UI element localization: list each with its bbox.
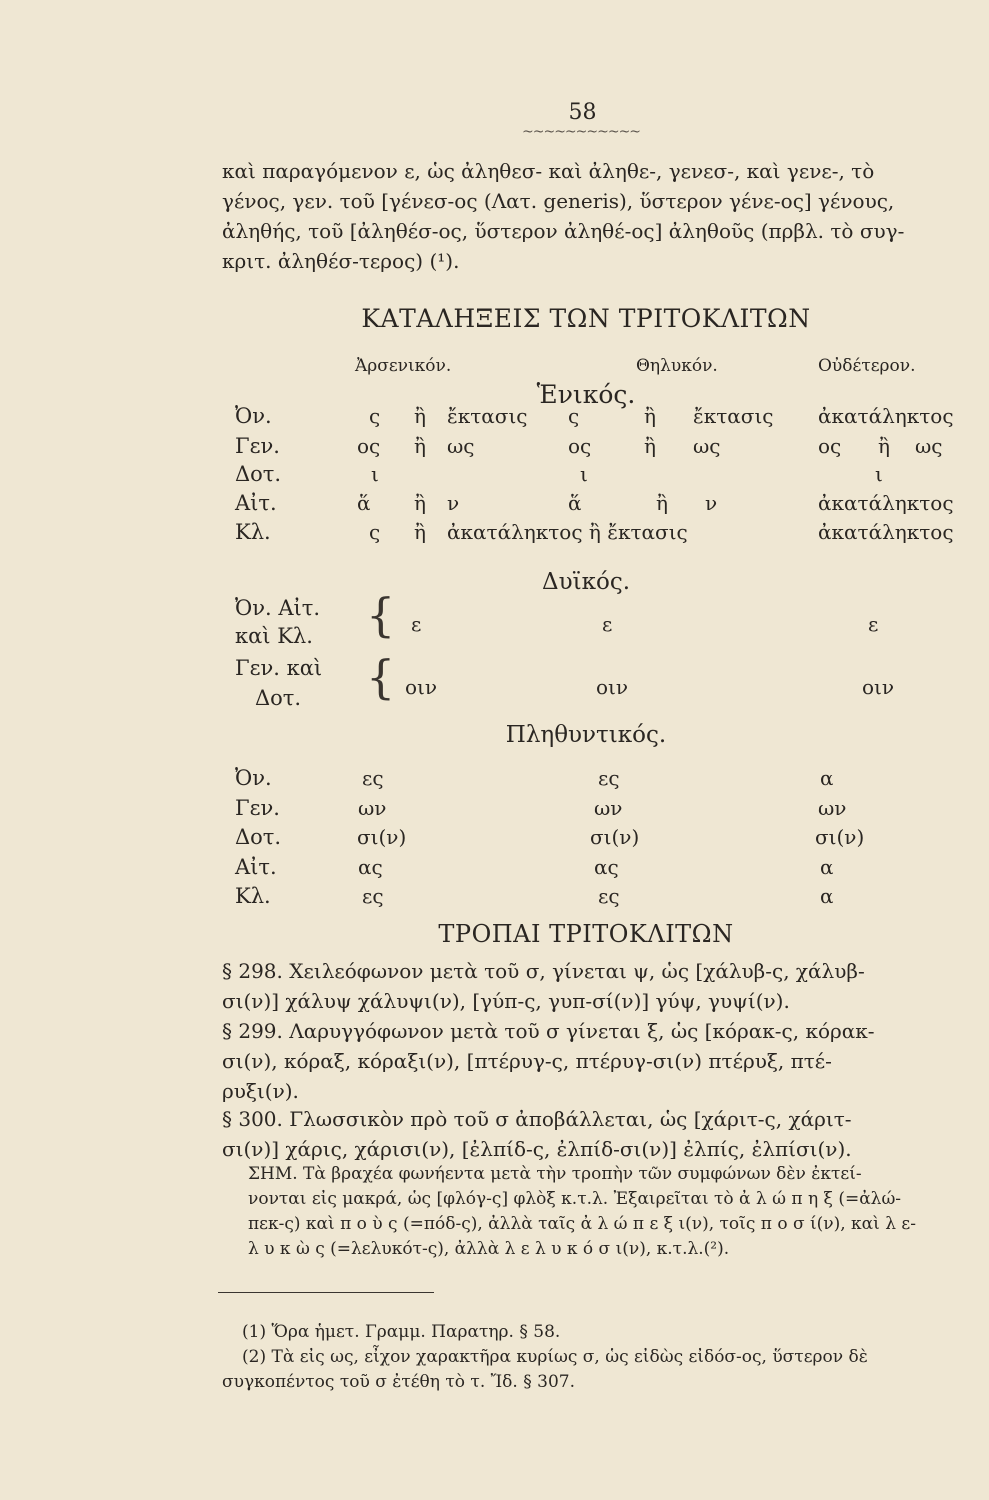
ending-f: ες xyxy=(598,884,620,908)
footnote-2: (2) Τὰ εἰς ως, εἶχον χαρακτῆρα κυρίως σ, ὡς εἰδὼς εἰδόσ-ος, ὕστερον δὲ xyxy=(242,1347,868,1367)
or-m: ἢ xyxy=(414,404,426,428)
or-m: ἢ xyxy=(414,434,426,458)
case-label: Κλ. xyxy=(235,884,271,908)
dual-title: Δυϊκός. xyxy=(541,569,631,595)
plural-title: Πληθυντικός. xyxy=(505,722,667,748)
ending-m: ων xyxy=(358,796,387,820)
note-line: νονται εἰς μακρά, ὡς [φλόγ-ς] φλὸξ κ.τ.λ. Ἐξαιρεῖται τὸ ἀ λ ώ π η ξ (=ἀλώ- xyxy=(248,1189,902,1209)
alt-m: ἀκατάληκτος ἢ ἔκτασις xyxy=(447,520,688,544)
case-label: Γεν. xyxy=(235,796,280,820)
ending-n: ι xyxy=(875,462,883,486)
alt-f: ν xyxy=(705,491,718,515)
page-number: 58 xyxy=(568,100,597,125)
ending-m: ος xyxy=(357,434,381,458)
case-label: Ὀν. xyxy=(235,404,272,428)
footnote-2-continued: συγκοπέντος τοῦ σ ἐτέθη τὸ τ. Ἴδ. § 307. xyxy=(222,1372,575,1392)
intro-line: κριτ. ἀληθέσ-τερος) (¹). xyxy=(222,249,460,273)
ending-f: ας xyxy=(594,855,619,879)
ending-n: ων xyxy=(818,796,847,820)
heading-endings: ΚΑΤΑΛΗΞΕΙΣ ΤΩΝ ΤΡΙΤΟΚΛΙΤΩΝ xyxy=(361,304,811,333)
footnote-1: (1) Ὅρα ἡμετ. Γραμμ. Παρατηρ. § 58. xyxy=(242,1322,561,1342)
intro-line: καὶ παραγόμενον ε, ὡς ἀληθεσ- καὶ ἀληθε-, γενεσ-, καὶ γενε-, τὸ xyxy=(222,159,875,183)
note-line: ΣΗΜ. Τὰ βραχέα φωνήεντα μετὰ τὴν τροπὴν τῶν συμφώνων δὲν ἐκτεί- xyxy=(248,1164,862,1184)
alt-m: ν xyxy=(447,491,460,515)
intro-paragraph xyxy=(222,156,952,276)
case-label: Δοτ. xyxy=(235,462,282,486)
section-300 xyxy=(222,1104,952,1164)
section-line: σι(ν)] χάρις, χάρισι(ν), [ἐλπίδ-ς, ἐλπίδ-σι(ν)] ἐλπίς, ἐλπίσι(ν). xyxy=(222,1137,852,1161)
alt-m: ως xyxy=(447,434,475,458)
note-line: πεκ-ς) καὶ π ο ὺ ς (=πόδ-ς), ἀλλὰ ταῖς ἀ λ ώ π ε ξ ι(ν), τοῖς π ο σ ί(ν), καὶ λ ε- xyxy=(248,1214,916,1234)
case-label: Γεν. xyxy=(235,434,280,458)
column-neuter: Οὐδέτερον. xyxy=(818,356,916,376)
section-298 xyxy=(222,956,952,1016)
ending-n: ἀκατάληκτος xyxy=(818,491,954,515)
ending-n: ε xyxy=(868,612,879,636)
ending-f: ων xyxy=(594,796,623,820)
alt-f: ἔκτασις xyxy=(693,404,774,428)
or-f: ἢ xyxy=(644,434,656,458)
ending-f: ε xyxy=(602,612,613,636)
case-label: Δοτ. xyxy=(235,825,282,849)
alt-n: ως xyxy=(915,434,943,458)
case-label: Ὀν. Αἰτ. xyxy=(235,596,321,620)
ending-f: ι xyxy=(580,462,588,486)
ending-f: σι(ν) xyxy=(590,825,640,849)
or-n: ἢ xyxy=(878,434,890,458)
heading-changes: ΤΡΟΠΑΙ ΤΡΙΤΟΚΛΙΤΩΝ xyxy=(438,920,734,948)
ending-n: ος xyxy=(818,434,842,458)
or-m: ἢ xyxy=(414,520,426,544)
case-label: Κλ. xyxy=(235,520,271,544)
column-feminine: Θηλυκόν. xyxy=(636,356,718,376)
alt-m: ἔκτασις xyxy=(447,404,528,428)
ending-f: οιν xyxy=(596,675,629,699)
ending-n: α xyxy=(820,884,834,908)
ending-f: ς xyxy=(568,404,580,428)
alt-f: ως xyxy=(693,434,721,458)
ending-m: ες xyxy=(362,884,384,908)
ending-n: ἀκατάληκτος xyxy=(818,404,954,428)
section-299 xyxy=(222,1016,952,1106)
singular-title: Ἑνικός. xyxy=(536,380,636,409)
ending-m: ε xyxy=(411,612,422,636)
ending-m: ες xyxy=(362,766,384,790)
ending-m: ι xyxy=(371,462,379,486)
or-f: ἢ xyxy=(656,491,668,515)
ending-m: ἅ xyxy=(357,491,371,515)
section-line: ρυξι(ν). xyxy=(222,1079,299,1103)
ending-n: σι(ν) xyxy=(815,825,865,849)
column-masculine: Ἀρσενικόν. xyxy=(355,356,452,376)
ending-n: α xyxy=(820,855,834,879)
case-label: Γεν. καὶ xyxy=(235,656,323,680)
section-line: § 298. Χειλεόφωνον μετὰ τοῦ σ, γίνεται ψ, ὡς [χάλυβ-ς, χάλυβ- xyxy=(222,959,865,983)
section-line: σι(ν), κόραξ, κόραξι(ν), [πτέρυγ-ς, πτέρυγ-σι(ν) πτέρυξ, πτέ- xyxy=(222,1049,832,1073)
footnote-divider xyxy=(218,1292,434,1293)
ending-m: οιν xyxy=(405,675,438,699)
section-line: § 300. Γλωσσικὸν πρὸ τοῦ σ ἀποβάλλεται, ὡς [χάριτ-ς, χάριτ- xyxy=(222,1107,852,1131)
ending-n: α xyxy=(820,766,834,790)
ending-m: σι(ν) xyxy=(357,825,407,849)
or-m: ἢ xyxy=(414,491,426,515)
ending-f: ἅ xyxy=(568,491,582,515)
case-label: Αἰτ. xyxy=(235,491,277,515)
section-line: § 299. Λαρυγγόφωνον μετὰ τοῦ σ γίνεται ξ, ὡς [κόρακ-ς, κόρακ- xyxy=(222,1019,875,1043)
case-label: Ὀν. xyxy=(235,766,272,790)
case-label: Δοτ. xyxy=(255,686,302,710)
note-line: λ υ κ ὼ ς (=λελυκότ-ς), ἀλλὰ λ ε λ υ κ ό σ ι(ν), κ.τ.λ.(²). xyxy=(248,1239,730,1259)
note-block xyxy=(248,1162,953,1262)
ending-n: ἀκατάληκτος xyxy=(818,520,954,544)
ending-f: ες xyxy=(598,766,620,790)
intro-line: ἀληθής, τοῦ [ἀληθέσ-ος, ὕστερον ἀληθέ-ος] ἀληθοῦς (πρβλ. τὸ συγ- xyxy=(222,219,905,243)
intro-line: γένος, γεν. τοῦ [γένεσ-ος (Λατ. generis), ὕστερον γένε-ος] γένους, xyxy=(222,189,895,213)
ending-f: ος xyxy=(568,434,592,458)
section-line: σι(ν)] χάλυψ χάλυψι(ν), [γύπ-ς, γυπ-σί(ν)] γύψ, γυψί(ν). xyxy=(222,989,790,1013)
brace-icon: { xyxy=(366,588,396,642)
ending-m: ς xyxy=(369,404,381,428)
or-f: ἢ xyxy=(644,404,656,428)
brace-icon: { xyxy=(366,650,396,704)
page-number-ornament: ~~~~~~~~~~~ xyxy=(522,124,641,140)
ending-n: οιν xyxy=(862,675,895,699)
ending-m: ς xyxy=(369,520,381,544)
case-label: Αἰτ. xyxy=(235,855,277,879)
ending-m: ας xyxy=(358,855,383,879)
case-label: καὶ Κλ. xyxy=(235,624,313,648)
